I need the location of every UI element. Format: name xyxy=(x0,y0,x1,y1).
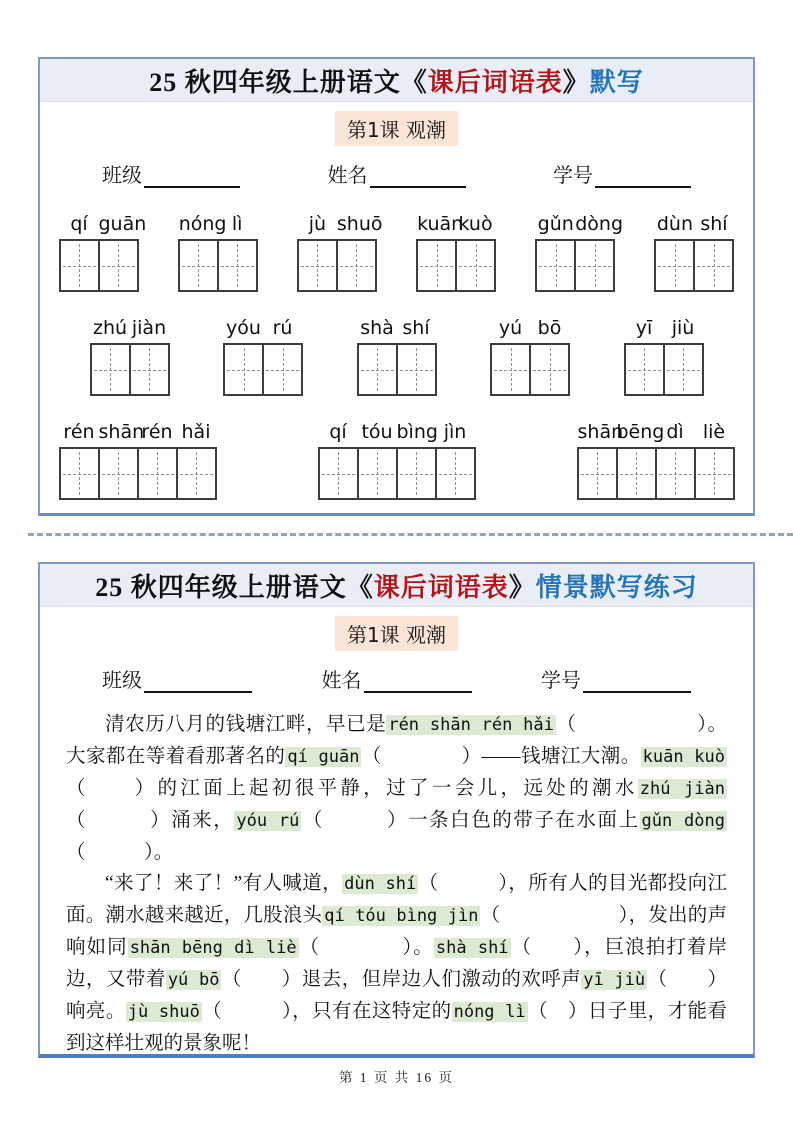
lesson-badge-row xyxy=(40,616,753,651)
writing-grid xyxy=(535,239,615,292)
grid-cell xyxy=(217,241,256,290)
pinyin-syllable: bìng xyxy=(396,421,438,443)
writing-grid xyxy=(416,239,496,292)
writing-grid xyxy=(577,447,735,500)
passage-text: ，所有人的目光都投向江面。潮水越来越近，几股浪头 xyxy=(66,873,727,926)
grid-cell xyxy=(529,345,568,394)
pinyin-term: yú bō xyxy=(167,970,220,990)
passage-text: 涌来， xyxy=(171,810,235,831)
field-label: 学号 xyxy=(541,670,581,692)
grid-cell xyxy=(262,345,301,394)
word-row xyxy=(90,317,704,396)
passage-text: 。 xyxy=(153,842,174,863)
title-suffix: 默写 xyxy=(589,67,644,97)
passage-text: 一条白色的带子在水面上 xyxy=(408,810,640,831)
passage-text: 的江面上起初很平静，过了一会儿，远处的潮水 xyxy=(157,778,638,799)
title-bracket-close: 》 xyxy=(562,67,590,97)
page-footer: 第 1 页 共 16 页 xyxy=(338,1070,455,1085)
passage-text: 。大家都在等着看那著名的 xyxy=(66,714,727,767)
pinyin-term: qí guān xyxy=(287,747,360,767)
answer-blank: （ ） xyxy=(647,969,727,990)
field-underline xyxy=(370,166,466,188)
grid-cell xyxy=(129,345,168,394)
field-label: 姓名 xyxy=(327,165,368,187)
writing-grid xyxy=(624,343,704,396)
passage-text: ，发出的声响如同 xyxy=(66,905,727,958)
title-suffix: 情景默写练习 xyxy=(535,572,698,602)
grid-cell xyxy=(359,345,396,394)
pinyin-syllable: yóu xyxy=(226,317,261,339)
pinyin-syllable: yī xyxy=(635,317,653,339)
grid-cell xyxy=(137,449,176,498)
grid-cell xyxy=(92,345,129,394)
pinyin-syllable: dòng xyxy=(575,213,624,235)
answer-blank: （ ） xyxy=(221,969,302,990)
writing-grid xyxy=(223,343,303,396)
grid-cell xyxy=(418,241,455,290)
pinyin-row xyxy=(491,317,569,339)
grid-cell xyxy=(61,449,98,498)
pinyin-syllable: rén xyxy=(141,421,173,443)
field-underline xyxy=(144,671,252,693)
field-label: 班级 xyxy=(102,165,142,187)
writing-grid xyxy=(490,343,570,396)
pinyin-syllable: jiàn xyxy=(131,317,167,339)
word-grid-rows xyxy=(40,213,753,500)
grid-cell xyxy=(176,449,215,498)
word-group xyxy=(59,213,147,292)
grid-cell xyxy=(396,345,435,394)
writing-grid xyxy=(59,447,217,500)
grid-cell xyxy=(299,241,336,290)
pinyin-row xyxy=(60,421,216,443)
pinyin-row xyxy=(358,317,436,339)
writing-grid xyxy=(90,343,170,396)
sheet2-title xyxy=(40,564,753,607)
word-group xyxy=(624,317,704,396)
pinyin-syllable: rén xyxy=(63,421,95,443)
pinyin-syllable: shà xyxy=(360,317,394,339)
pinyin-term: jù shuō xyxy=(127,1002,200,1022)
field-underline xyxy=(595,166,691,188)
pinyin-term: rén shān rén hǎi xyxy=(388,715,554,735)
pinyin-row xyxy=(319,421,475,443)
grid-cell xyxy=(537,241,574,290)
answer-blank: （ ） xyxy=(66,842,154,863)
writing-grid xyxy=(357,343,437,396)
pinyin-syllable: liè xyxy=(702,421,726,443)
cloze-sheet xyxy=(38,562,755,1058)
writing-grid xyxy=(59,239,139,292)
word-group xyxy=(59,421,217,500)
pinyin-term: gǔn dòng xyxy=(641,811,725,831)
pinyin-syllable: shí xyxy=(402,317,430,339)
grid-cell xyxy=(336,241,375,290)
field-label: 学号 xyxy=(553,165,593,187)
word-row xyxy=(59,213,735,292)
grid-cell xyxy=(98,241,137,290)
word-group xyxy=(223,317,303,396)
grid-cell xyxy=(663,345,702,394)
answer-blank: （ ） xyxy=(201,1001,293,1022)
grid-cell xyxy=(579,449,616,498)
pinyin-syllable: lì xyxy=(231,213,243,235)
pinyin-syllable: zhú xyxy=(92,317,128,339)
pinyin-term: kuān kuò xyxy=(642,747,725,767)
answer-blank: （ ） xyxy=(555,714,708,735)
student-info-row xyxy=(102,159,691,188)
grid-cell xyxy=(61,241,98,290)
word-group xyxy=(318,421,476,500)
field-label: 班级 xyxy=(102,670,142,692)
word-group xyxy=(577,421,735,500)
answer-blank: （ ） xyxy=(510,937,585,958)
pinyin-syllable: bō xyxy=(537,317,562,339)
pinyin-row xyxy=(224,317,302,339)
passage-text: 响亮。 xyxy=(66,1001,126,1022)
pinyin-row xyxy=(417,213,495,235)
pinyin-term: yī jiù xyxy=(583,970,646,990)
pinyin-syllable: jìn xyxy=(443,421,467,443)
pinyin-syllable: dùn xyxy=(656,213,694,235)
pinyin-term: yóu rú xyxy=(236,811,300,831)
pinyin-row xyxy=(536,213,624,235)
pinyin-syllable: shí xyxy=(700,213,728,235)
grid-cell xyxy=(180,241,217,290)
passage-text: 。 xyxy=(413,937,434,958)
answer-blank: （ ） xyxy=(301,810,409,831)
grid-cell xyxy=(492,345,529,394)
word-group xyxy=(297,213,383,292)
title-bracket-open: 《 xyxy=(346,572,374,602)
grid-cell xyxy=(396,449,435,498)
title-bracket-close: 》 xyxy=(508,572,536,602)
answer-blank: （ ） xyxy=(361,746,482,767)
word-group xyxy=(490,317,570,396)
field-label: 姓名 xyxy=(321,670,362,692)
writing-grid xyxy=(318,447,476,500)
pinyin-term: qí tóu bìng jìn xyxy=(324,906,479,926)
section-divider xyxy=(28,533,793,536)
pinyin-term: dùn shí xyxy=(344,874,417,894)
lesson-badge: 第1课 观潮 xyxy=(335,616,458,651)
writing-grid xyxy=(297,239,377,292)
lesson-badge-row xyxy=(40,111,753,146)
pinyin-row xyxy=(298,213,383,235)
pinyin-syllable: qí xyxy=(329,421,347,443)
pinyin-row xyxy=(179,213,257,235)
pinyin-syllable: shān xyxy=(98,421,145,443)
pinyin-syllable: jù xyxy=(308,213,327,235)
pinyin-row xyxy=(91,317,169,339)
passage-text: 清农历八月的钱塘江畔，早已是 xyxy=(105,714,387,735)
grid-cell xyxy=(320,449,357,498)
pinyin-syllable: rú xyxy=(272,317,293,339)
pinyin-row xyxy=(625,317,703,339)
grid-cell xyxy=(435,449,474,498)
pinyin-syllable: kuò xyxy=(458,213,493,235)
student-field xyxy=(102,159,240,188)
grid-cell xyxy=(656,241,693,290)
passage-text: 日子里，才能看到这样壮观的景象呢！ xyxy=(66,1001,727,1054)
passage-text: ，只有在这特定的 xyxy=(292,1001,452,1022)
grid-cell xyxy=(574,241,613,290)
pinyin-term: nóng lì xyxy=(453,1002,526,1022)
student-field xyxy=(553,159,691,188)
word-group xyxy=(357,317,437,396)
answer-blank: （ ） xyxy=(418,873,509,894)
grid-cell xyxy=(626,345,663,394)
student-field xyxy=(328,159,466,188)
passage-text: ——钱塘江大潮。 xyxy=(481,746,641,767)
word-group xyxy=(535,213,624,292)
answer-blank: （ ） xyxy=(480,905,629,926)
student-field xyxy=(102,664,252,693)
passage-text: “来了！来了！”有人喊道， xyxy=(105,873,343,894)
pinyin-row xyxy=(655,213,733,235)
answer-blank: （ ） xyxy=(298,937,414,958)
pinyin-row xyxy=(60,213,147,235)
pinyin-row xyxy=(578,421,734,443)
pinyin-term: shà shí xyxy=(435,938,509,958)
title-highlight: 课后词语表 xyxy=(427,67,563,97)
answer-blank: （ ） xyxy=(527,1001,588,1022)
grid-cell xyxy=(655,449,694,498)
pinyin-syllable: nóng xyxy=(178,213,227,235)
pinyin-syllable: hǎi xyxy=(181,421,211,443)
word-group xyxy=(178,213,258,292)
word-group xyxy=(416,213,496,292)
answer-blank: （ ） xyxy=(66,778,158,799)
word-group xyxy=(654,213,734,292)
pinyin-term: zhú jiàn xyxy=(639,779,725,799)
pinyin-syllable: shān xyxy=(577,421,624,443)
pinyin-syllable: guān xyxy=(98,213,147,235)
grid-cell xyxy=(98,449,137,498)
title-prefix: 25 秋四年级上册语文 xyxy=(95,572,347,602)
title-highlight: 课后词语表 xyxy=(373,572,509,602)
pinyin-syllable: yú xyxy=(498,317,523,339)
grid-cell xyxy=(225,345,262,394)
student-field xyxy=(541,664,691,693)
passage-paragraph xyxy=(66,709,727,868)
pinyin-syllable: bēng xyxy=(616,421,665,443)
passage-text: ，巨浪拍打着岸边，又带着 xyxy=(66,937,727,990)
word-group xyxy=(90,317,170,396)
field-underline xyxy=(583,671,691,693)
pinyin-syllable: jiù xyxy=(671,317,695,339)
writing-grid xyxy=(178,239,258,292)
student-field xyxy=(322,664,472,693)
dictation-sheet xyxy=(38,57,755,516)
title-prefix: 25 秋四年级上册语文 xyxy=(149,67,401,97)
cloze-passage xyxy=(66,709,727,1059)
student-info-row xyxy=(102,664,691,693)
title-bracket-open: 《 xyxy=(400,67,428,97)
grid-cell xyxy=(455,241,494,290)
passage-text: 退去，但岸边人们激动的欢呼声 xyxy=(301,969,582,990)
pinyin-syllable: dì xyxy=(666,421,684,443)
lesson-badge: 第1课 观潮 xyxy=(335,111,458,146)
field-underline xyxy=(144,166,240,188)
field-underline xyxy=(364,671,472,693)
grid-cell xyxy=(357,449,396,498)
pinyin-syllable: kuān xyxy=(417,213,464,235)
grid-cell xyxy=(616,449,655,498)
writing-grid xyxy=(654,239,734,292)
pinyin-term: shān bēng dì liè xyxy=(129,938,297,958)
pinyin-syllable: tóu xyxy=(361,421,393,443)
pinyin-syllable: shuō xyxy=(336,213,383,235)
grid-cell xyxy=(694,449,733,498)
pinyin-syllable: qí xyxy=(70,213,88,235)
word-row xyxy=(59,421,735,500)
passage-paragraph xyxy=(66,868,727,1059)
answer-blank: （ ） xyxy=(66,810,172,831)
pinyin-syllable: gǔn xyxy=(537,213,574,235)
sheet1-title xyxy=(40,59,753,102)
grid-cell xyxy=(693,241,732,290)
